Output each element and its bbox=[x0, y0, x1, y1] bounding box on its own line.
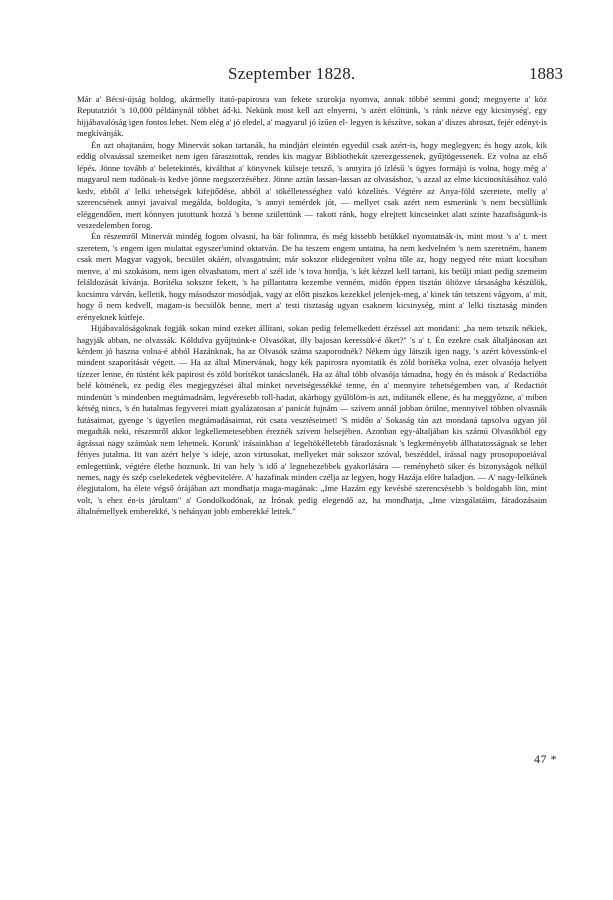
paragraph: Én részemről Minervát mindég fogom olvasni, ha bár folinmra, és még kissebb betűkkel nyomtatnák-is, mint most 's a' t. mert szeretem, 's engem igen mulattat egyszer'smind oktatván. De ha teszem engem untatna, ha nem kedvelném 's nem szeretném, hanem csak mert Magyar vagyok, becsület okáért, olvasgatnám; már sokszor elidegenített volna tőle az, hogy negyed réte miatt kocsiban menve, a' mi szokásom, nem igen olvashatom, mert a' szél ide 's tova hordja, 's két kézzel kell tartani, kis betűji miatt pedig szemeim feláldozását kívánja. Borítéka sokszor fekett, 's ha pillantatra kezembe venném, midőn éppen tisztán öltözve társaságba készülök, kocsimra várván, kelletik, hogy másodszor mosódjak, vagy az előtt piszkos kezekkel jelenjek-meg, a' kinek tán tetszeni vágyom, a' mit, hogy ő nem kedvell, magam-is becsülök benne, mert a' testi tisztaság ugyan csaknem kicsinység, mint a' lelki tisztaság minden erényeknek kútfeje. bbox=[77, 231, 547, 322]
paragraph: Már a' Bécsi-újság boldog, akármelly itató-papirosra van fekete szurokja nyomva, annak többé semmi gond; megnyerte a' köz Reputatziót 's 10,000 példánynál többet ád-ki. Nekünk most kell azt elnyerni, 's azért előttünk, 's ránk nézve egy kicsinység', egy hijjábavalóság igen fontos lehet. Nem elég a' jó eledel, a' magyarul jó ízűen el- legyen is készítve, sokan a' diszes abroszt, fejér edényt-is megkívánják. bbox=[77, 94, 547, 139]
running-title: Szeptember 1828. bbox=[228, 64, 356, 83]
body-text bbox=[77, 94, 547, 518]
paragraph: Hijábavalóságoknak fogják sokan mind ezeket állítani, sokan pedig felemelkedett érzéssel azt mondani: „ha nem tetszik nékiek, hagyják abban, ne olvassák. Kóldulva gyűjtsünk-e Olvasókat, illy bajosan keressük-é őket?" 's a' t. Én ezekre csak általjánosan azt kérdem jó haszna volna-é abból Hazánknak, ha az Olvasók száma szaporodnék? Nékem úgy látszik igen nagy, 's azért kövessünk-el mindent szaporítását végett. — Ha az által Minervának, hogy kék papirosra nyomtatik és zöld borítéka volna, ezer olvasója helyett tízezer lenne, én tüstént kék papirost és zöld borítékot tanácslanék. Ha az által több olvasója támadna, hogy én és mások a' Redactióba belé kötnének, ez pedig éles megjegyzései által minket nevetségessékké tenne, én a' mennyire tehetségemben van, a' Redactiót mindenütt 's mindenben megtámadnám, legvéresebb toll-hadat, akárhogy gyűlölöm-is azt, indítanék ellene, és ha meggyőzne, a' miben kétség nincs, 's én hatalmas fegyverei miatt gyalázatosan a' panicát fujnám — szívem annál jobban örülne, mennyivel többen olvasnák futásaimat, gyenge 's ügyetlen megtámadásaimat, rút csata vesztéseimet! 'S midőn a' Sokaság tán azt mondaná tapsolva ugyan jól megadták neki, részemről akkor legkellemetesebben éreznék szívem belsejében. Azonban egy-általjában kis számú Olvasókból egy ágrássai nagy számúak nem lehetnek. Korunk' irásainkban a' legeltökélletebb fáradozásnak 's legkeményebb állhatatosságnak se lehet fényes jutalma. Itt van azért helye 's ideje, azon virtusokat, mellyeket már sokszor szóval, beszéddel, írással nagy prosopopoeiával emlegettünk, végtére életbe hoznunk. Iti van hely 's idő a' legnehezebbek gyakorlására — reményhetö siker és bizonyságok nélkül nemes, nagy és szép cselekedetek végbevitelére. A' hazafinak minden czélja az legyen, hogy Hazája előre haladjon. — A' nagy-lelkűnek élegjutalom, ha élete végső órájában azt mondhatja maga-magának: „Ime Hazám egy kevésbé szerencsésebb 's boldogabb lön, mint volt, 's ehez én-is járultam" a' Gondolkodónak, az Írónak pedig elegendő az, ha mondhatja, „Ime vizsgálatáim, fáradozásaim általnémellyek emberekké, 's nehányan jobb emberekké lettek." bbox=[77, 323, 547, 517]
printer-signature-mark: 47 * bbox=[534, 752, 557, 766]
paragraph: Én azt ohajtanám, hogy Minervát sokan tartanák, ha mindjárt eleintén egyedül csak azért-is, hogy meglegyen; és hogy azok, kik eddig olvasással szemeiket nem igen fárasztottak, rendes kis magyar Bibliothekát szerezgessenek, gyűjtögessenek. Ez volna az első lépés. Jönne tovább a' beletekintés, kiválthat a' könyvnek külseje tetsző, 's annyira jó ízlésű 's ügyes formájú is volna, hogy még a' magyarul nem tudónak-is kedve jönne megszerzéséhez. Jönne aztán lassan-lassan az olvasáshoz, 's azzal az elme kicsinosításához való kedv, ebből a' lelki tehetségek kifejtődése, abból a' tökélletességhez való közelítés. Végtére az Anya-föld szeretete, melly a' szerencsének annyi javaival megálda, boldogíta, 's annyi temérdek jót, — mellyet csak azért nem esmerünk 's nem becsüllünk eléggendően, mert könnyen jutottunk hozzá 's benne születtünk — rakott ránk, hogy elrejtett kincseinket alatt szinte hazafiságunk-is veszedelemben forog. bbox=[77, 139, 547, 230]
page-header bbox=[0, 64, 613, 88]
page-number: 1883 bbox=[529, 64, 563, 83]
